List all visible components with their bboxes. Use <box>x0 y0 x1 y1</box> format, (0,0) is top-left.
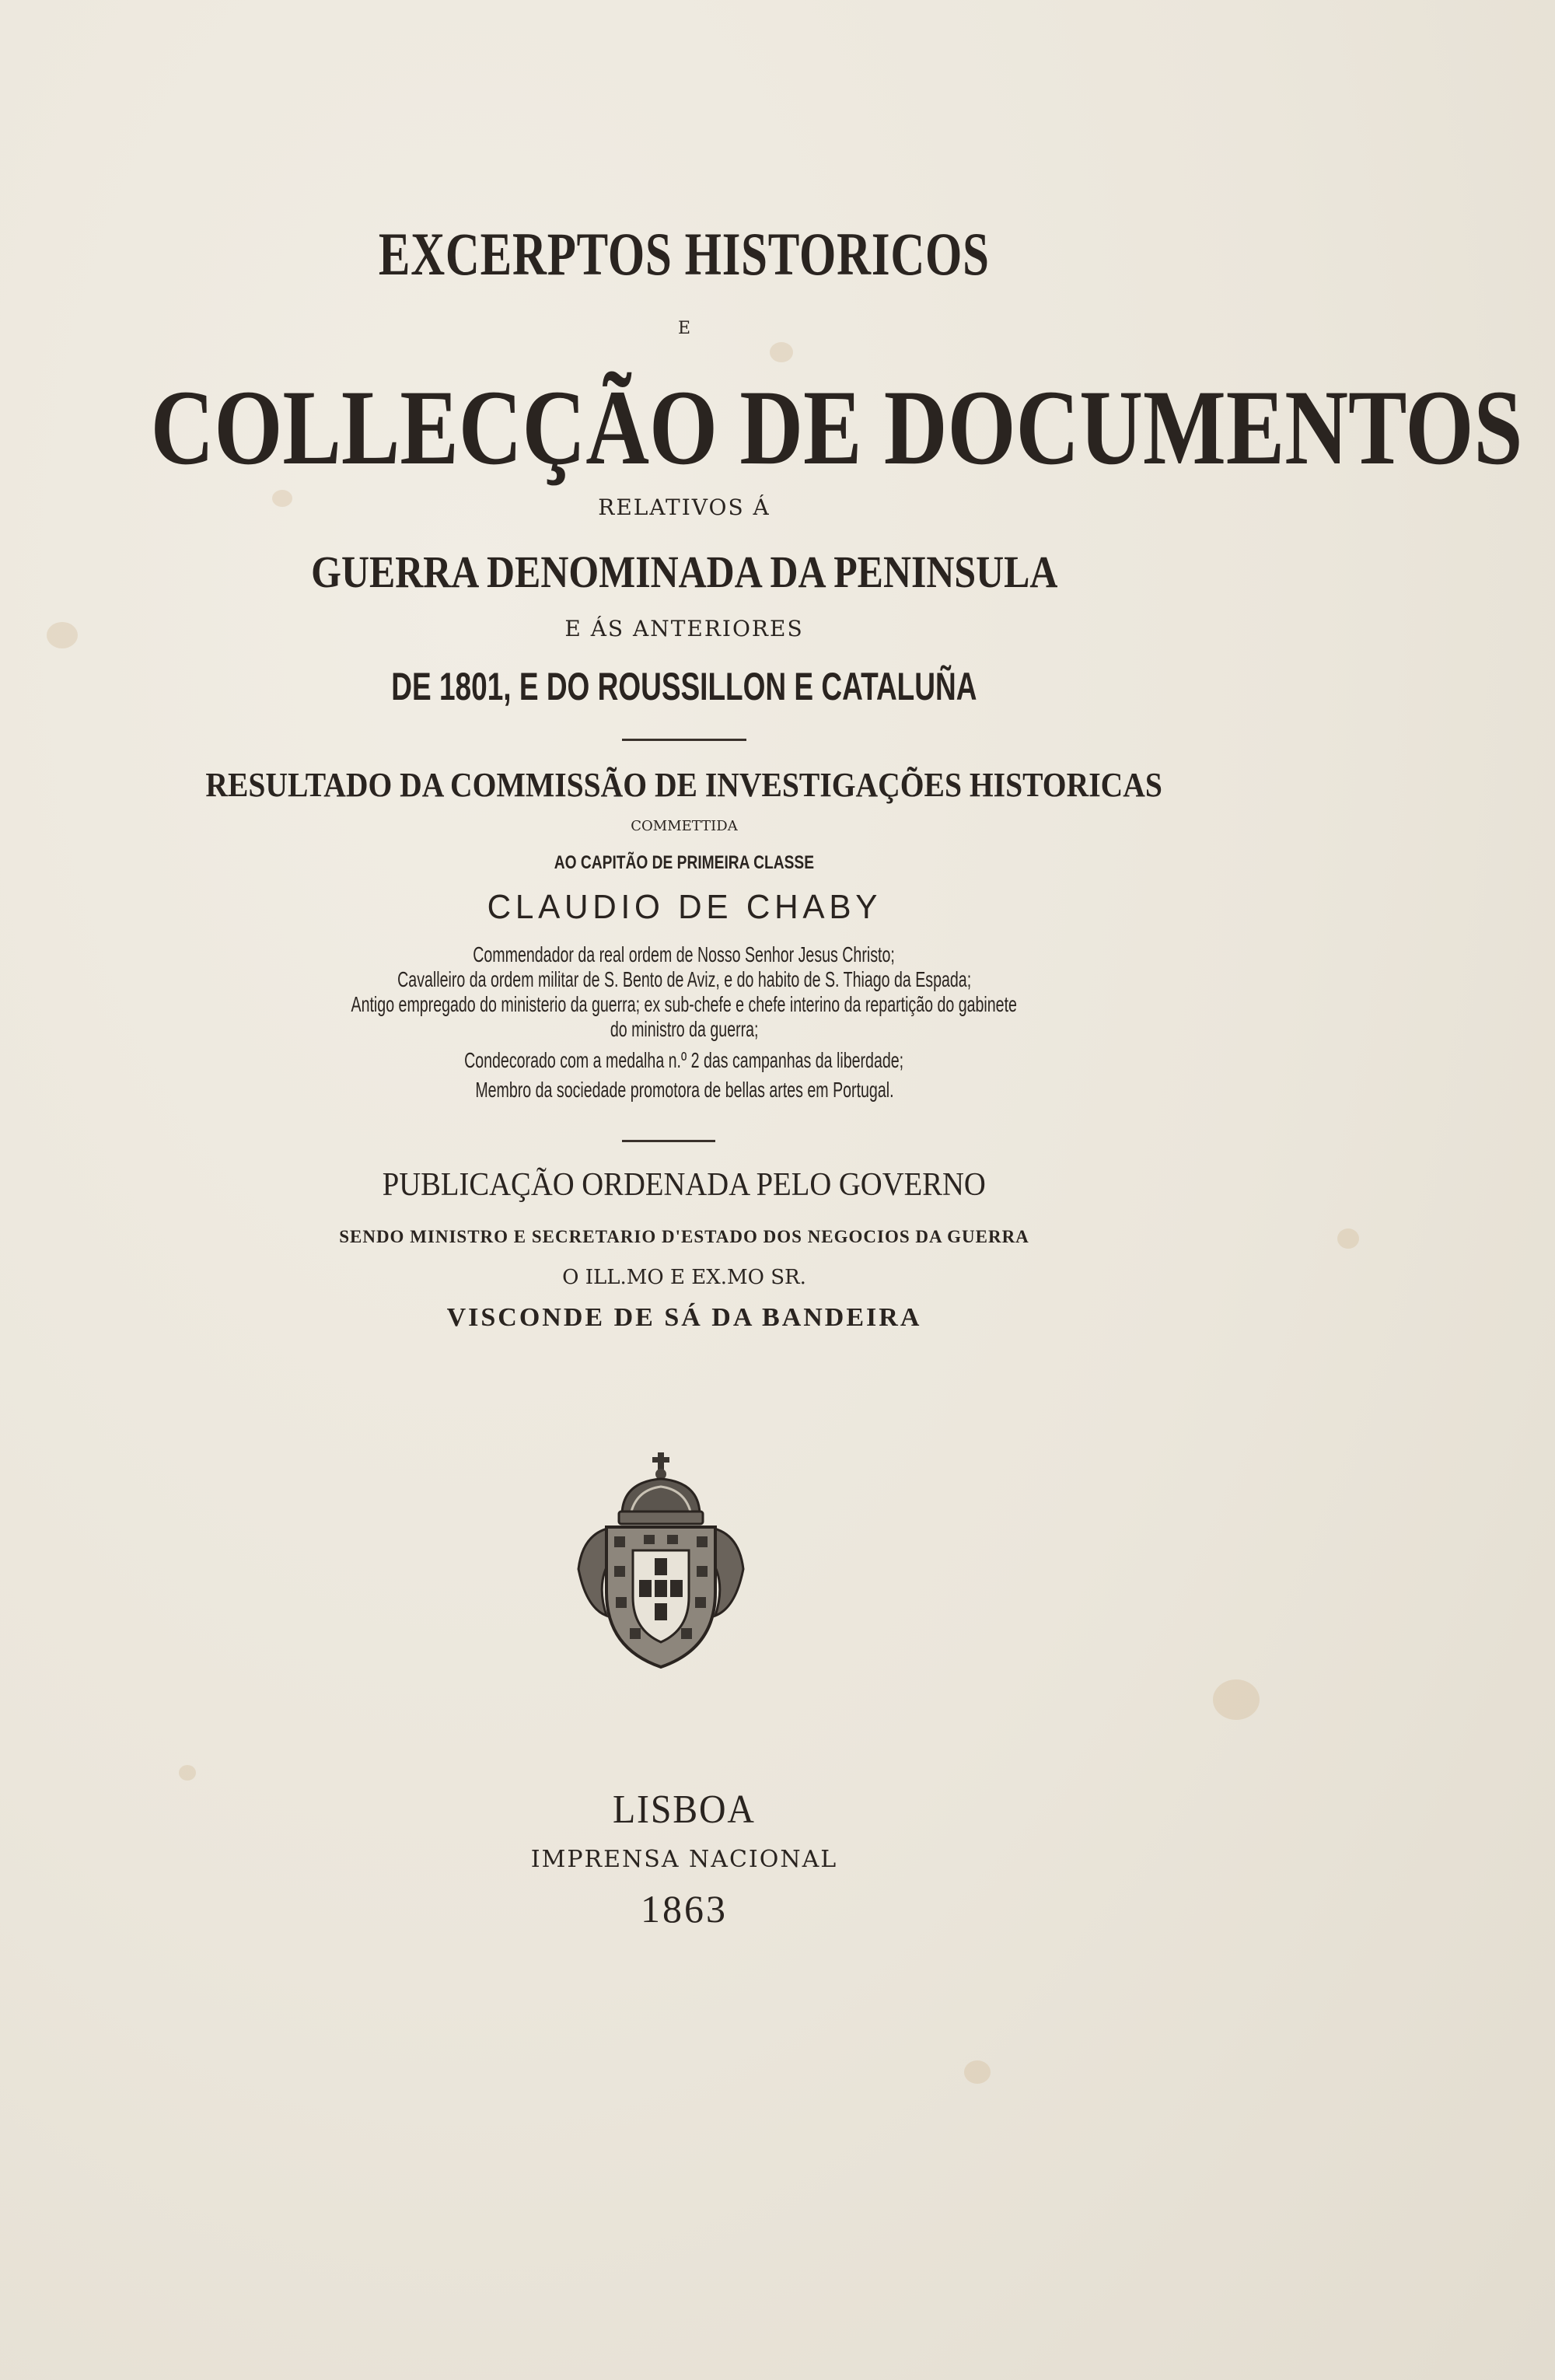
minister-line: SENDO MINISTRO E SECRETARIO D'ESTADO DOS NEGOCIOS DA GUERRA <box>339 1227 1029 1246</box>
imprint-year: 1863 <box>641 1887 728 1931</box>
subtitle-1801: DE 1801, E DO ROUSSILLON E CATALUÑA <box>391 665 977 708</box>
author-name: CLAUDIO DE CHABY <box>487 888 882 926</box>
credential-line: do ministro da guerra; <box>610 1017 759 1041</box>
publication-line: PUBLICAÇÃO ORDENADA PELO GOVERNO <box>382 1167 987 1203</box>
credential-line: Cavalleiro da ordem militar de S. Bento de Aviz, e do habito de S. Thiago da Espada; <box>397 967 971 991</box>
commettida-line: COMMETTIDA <box>631 818 738 834</box>
imprint-place: LISBOA <box>613 1788 756 1832</box>
credential-line: Antigo empregado do ministerio da guerra; ex sub-chefe e chefe interino da repartição do gabinete <box>351 992 1018 1016</box>
portuguese-royal-coat-of-arms-icon <box>575 1452 746 1670</box>
subtitle-anteriores: E ÁS ANTERIORES <box>564 616 804 641</box>
foxing-spot <box>770 342 793 362</box>
capitao-line: AO CAPITÃO DE PRIMEIRA CLASSE <box>554 852 815 873</box>
imprint-printer: IMPRENSA NACIONAL <box>530 1846 838 1873</box>
divider-rule <box>622 1140 715 1142</box>
honorific-line: O ILL.MO E EX.MO SR. <box>562 1266 806 1289</box>
credential-line: Commendador da real ordem de Nosso Senhor Jesus Christo; <box>473 942 896 966</box>
connector-e: E <box>677 319 691 338</box>
subtitle-relativos: RELATIVOS Á <box>598 495 771 520</box>
visconde-line: VISCONDE DE SÁ DA BANDEIRA <box>446 1303 922 1332</box>
divider-rule <box>622 739 746 741</box>
title-colleccao: COLLECÇÃO DE DOCUMENTOS <box>150 368 1523 487</box>
foxing-spot <box>1213 1679 1260 1720</box>
credential-line: Condecorado com a medalha n.º 2 das campanhas da liberdade; <box>464 1048 904 1072</box>
title-excerptos: EXCERPTOS HISTORICOS <box>379 220 990 288</box>
commission-line: RESULTADO DA COMMISSÃO DE INVESTIGAÇÕES HISTORICAS <box>205 766 1163 804</box>
credential-line: Membro da sociedade promotora de bellas artes em Portugal. <box>474 1078 894 1102</box>
foxing-spot <box>964 2060 991 2084</box>
subtitle-guerra: GUERRA DENOMINADA DA PENINSULA <box>310 547 1058 597</box>
foxing-spot <box>179 1765 196 1781</box>
